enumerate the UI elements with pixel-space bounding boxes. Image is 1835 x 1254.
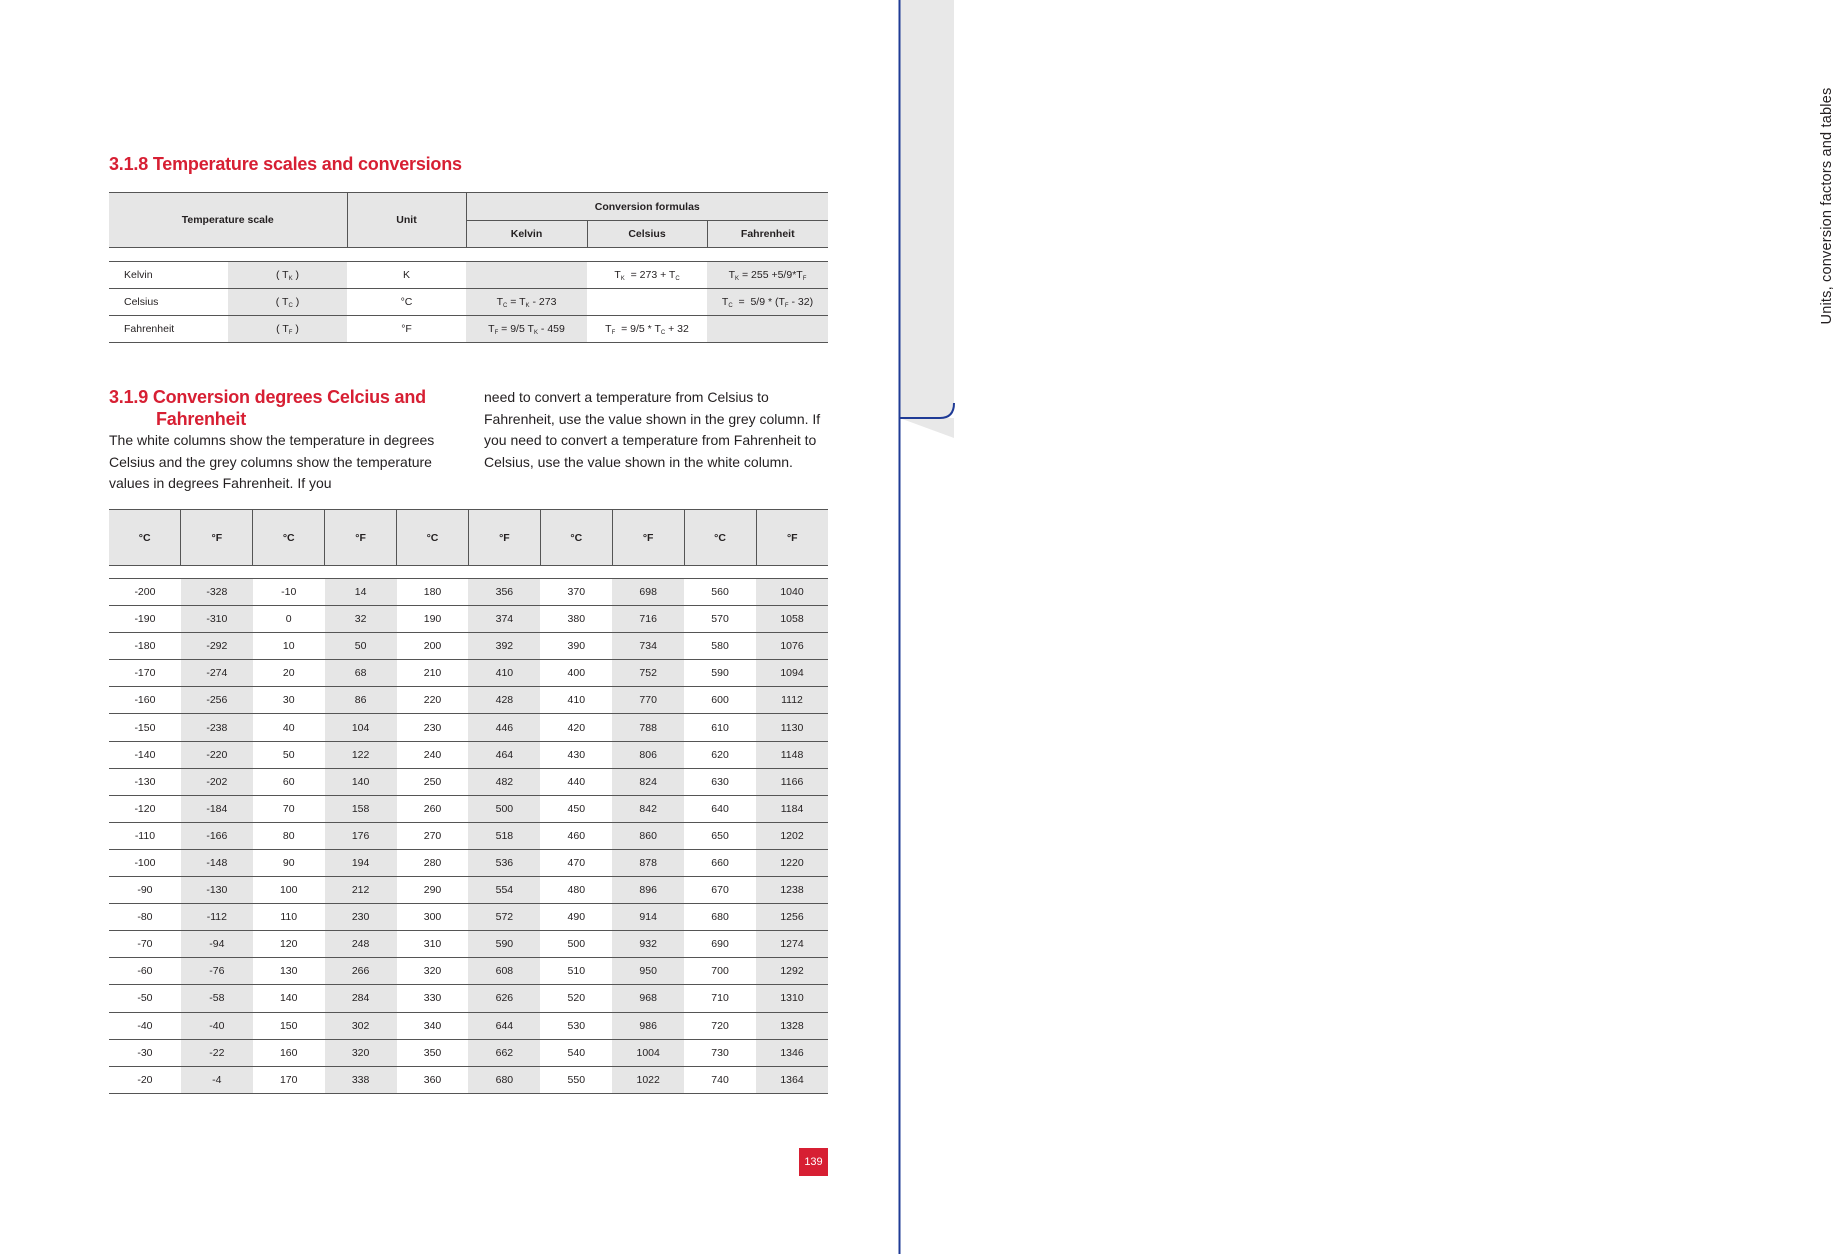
celsius-cell: 100: [253, 877, 325, 904]
table-row: [109, 795, 828, 822]
celsius-cell: 150: [253, 1012, 325, 1039]
celsius-cell: 310: [397, 931, 469, 958]
celsius-cell: 470: [540, 849, 612, 876]
celsius-cell: -130: [109, 768, 181, 795]
fahrenheit-cell: 428: [468, 687, 540, 714]
fahrenheit-cell: -76: [181, 958, 253, 985]
fahrenheit-cell: 1220: [756, 849, 828, 876]
celsius-cell: -20: [109, 1066, 181, 1093]
formula-cell: $T_F = 9/5$ $T_K - 459$: [466, 316, 587, 343]
formula-cell-empty: [466, 262, 587, 289]
header-celsius: °C: [540, 510, 612, 566]
celsius-cell: 740: [684, 1066, 756, 1093]
header-celsius: Celsius: [587, 221, 707, 248]
fahrenheit-cell: -274: [181, 660, 253, 687]
celsius-cell: -40: [109, 1012, 181, 1039]
celsius-cell: 120: [253, 931, 325, 958]
fahrenheit-cell: 590: [468, 931, 540, 958]
fahrenheit-cell: 158: [325, 795, 397, 822]
fahrenheit-cell: 1346: [756, 1039, 828, 1066]
table-row: [109, 904, 828, 931]
fahrenheit-cell: 374: [468, 606, 540, 633]
intro-paragraph-left: The white columns show the temperature in degrees Celsius and the grey columns show the temperature values in degrees Fahrenheit. If you: [109, 432, 435, 491]
celsius-cell: -190: [109, 606, 181, 633]
fahrenheit-cell: 32: [325, 606, 397, 633]
table-row: [109, 822, 828, 849]
fahrenheit-cell: 950: [612, 958, 684, 985]
fahrenheit-cell: 1022: [612, 1066, 684, 1093]
celsius-cell: 530: [540, 1012, 612, 1039]
fahrenheit-cell: 446: [468, 714, 540, 741]
celsius-cell: 450: [540, 795, 612, 822]
fahrenheit-cell: 1166: [756, 768, 828, 795]
scale-name: Kelvin: [109, 262, 228, 289]
celsius-cell: -70: [109, 931, 181, 958]
fahrenheit-cell: 662: [468, 1039, 540, 1066]
fahrenheit-cell: 518: [468, 822, 540, 849]
section-heading-temperature-scales: 3.1.8 Temperature scales and conversions: [109, 154, 462, 174]
header-fahrenheit: °F: [612, 510, 684, 566]
fahrenheit-cell: 1058: [756, 606, 828, 633]
fahrenheit-cell: 734: [612, 633, 684, 660]
celsius-cell: 340: [397, 1012, 469, 1039]
celsius-cell: -30: [109, 1039, 181, 1066]
fahrenheit-cell: 806: [612, 741, 684, 768]
table-row-fahrenheit: [109, 316, 828, 343]
fahrenheit-cell: -310: [181, 606, 253, 633]
side-tab: [899, 0, 1835, 1254]
celsius-cell: -10: [253, 579, 325, 606]
page-number: 139: [799, 1148, 828, 1176]
fahrenheit-cell: 194: [325, 849, 397, 876]
celsius-cell: 90: [253, 849, 325, 876]
celsius-cell: 430: [540, 741, 612, 768]
celsius-cell: 60: [253, 768, 325, 795]
fahrenheit-cell: 338: [325, 1066, 397, 1093]
fahrenheit-cell: 104: [325, 714, 397, 741]
fahrenheit-cell: 680: [468, 1066, 540, 1093]
celsius-cell: 630: [684, 768, 756, 795]
celsius-cell: 170: [253, 1066, 325, 1093]
celsius-cell: 270: [397, 822, 469, 849]
celsius-cell: 260: [397, 795, 469, 822]
celsius-cell: 200: [397, 633, 469, 660]
celsius-cell: -180: [109, 633, 181, 660]
celsius-cell: 580: [684, 633, 756, 660]
header-fahrenheit: °F: [325, 510, 397, 566]
fahrenheit-cell: -58: [181, 985, 253, 1012]
celsius-cell: -90: [109, 877, 181, 904]
table-row: [109, 1012, 828, 1039]
heading-line-2: Fahrenheit: [156, 409, 247, 429]
fahrenheit-cell: 1094: [756, 660, 828, 687]
celsius-cell: 370: [540, 579, 612, 606]
formula-cell: $T_C = T_K - 273$: [466, 289, 587, 316]
table-row: [109, 877, 828, 904]
scale-unit: °C: [347, 289, 466, 316]
fahrenheit-cell: 914: [612, 904, 684, 931]
table-row: [109, 714, 828, 741]
formula-cell: $T_K = 273 + T_C$: [587, 262, 707, 289]
header-celsius: °C: [397, 510, 469, 566]
celsius-cell: 130: [253, 958, 325, 985]
fahrenheit-cell: 1328: [756, 1012, 828, 1039]
fahrenheit-cell: 68: [325, 660, 397, 687]
fahrenheit-cell: 248: [325, 931, 397, 958]
fahrenheit-cell: 1292: [756, 958, 828, 985]
celsius-cell: 550: [540, 1066, 612, 1093]
fahrenheit-cell: 1148: [756, 741, 828, 768]
celsius-cell: -120: [109, 795, 181, 822]
fahrenheit-cell: 1112: [756, 687, 828, 714]
fahrenheit-cell: 1130: [756, 714, 828, 741]
fahrenheit-cell: -292: [181, 633, 253, 660]
celsius-cell: 180: [397, 579, 469, 606]
celsius-cell: 670: [684, 877, 756, 904]
celsius-cell: 520: [540, 985, 612, 1012]
fahrenheit-cell: 536: [468, 849, 540, 876]
scale-name: Celsius: [109, 289, 228, 316]
celsius-cell: -60: [109, 958, 181, 985]
celsius-cell: 680: [684, 904, 756, 931]
celsius-cell: 590: [684, 660, 756, 687]
header-fahrenheit: °F: [181, 510, 253, 566]
celsius-cell: 190: [397, 606, 469, 633]
celsius-cell: -170: [109, 660, 181, 687]
celsius-cell: 300: [397, 904, 469, 931]
fahrenheit-cell: -184: [181, 795, 253, 822]
fahrenheit-cell: 230: [325, 904, 397, 931]
table-row: [109, 660, 828, 687]
celsius-cell: 220: [397, 687, 469, 714]
fahrenheit-cell: 896: [612, 877, 684, 904]
celsius-cell: 570: [684, 606, 756, 633]
celsius-cell: 280: [397, 849, 469, 876]
fahrenheit-cell: 1256: [756, 904, 828, 931]
table-row: [109, 741, 828, 768]
fahrenheit-cell: -220: [181, 741, 253, 768]
fahrenheit-cell: 1076: [756, 633, 828, 660]
side-tab-shape: [899, 0, 954, 1254]
celsius-cell: -140: [109, 741, 181, 768]
scale-symbol: ( $T_C$ ): [228, 289, 347, 316]
celsius-cell: 560: [684, 579, 756, 606]
intro-paragraph-right: need to convert a temperature from Celsius to Fahrenheit, use the value shown in the grey column. If you need to convert a temperature from Fahrenheit to Celsius, use the value shown in the white column.: [484, 389, 821, 470]
formula-cell-empty: [587, 289, 707, 316]
fahrenheit-cell: -256: [181, 687, 253, 714]
table-row: [109, 606, 828, 633]
fahrenheit-cell: 410: [468, 660, 540, 687]
scale-symbol: ( $T_F$ ): [228, 316, 347, 343]
fahrenheit-cell: -148: [181, 849, 253, 876]
scale-name: Fahrenheit: [109, 316, 228, 343]
fahrenheit-cell: -238: [181, 714, 253, 741]
table-row: [109, 1066, 828, 1093]
celsius-cell: 20: [253, 660, 325, 687]
table-row-celsius: [109, 289, 828, 316]
header-conversion-formulas: Conversion formulas: [466, 193, 828, 221]
fahrenheit-cell: -166: [181, 822, 253, 849]
formula-cell: $T_F = 9/5 * T_C + 32$: [587, 316, 707, 343]
celsius-cell: 390: [540, 633, 612, 660]
celsius-cell: 400: [540, 660, 612, 687]
table-header-row: [109, 510, 828, 566]
celsius-cell: 640: [684, 795, 756, 822]
section-heading-conversion-degrees: [109, 386, 426, 430]
fahrenheit-cell: 1364: [756, 1066, 828, 1093]
celsius-cell: 290: [397, 877, 469, 904]
celsius-cell: 10: [253, 633, 325, 660]
table-row: [109, 1039, 828, 1066]
fahrenheit-cell: 644: [468, 1012, 540, 1039]
celsius-cell: 210: [397, 660, 469, 687]
header-fahrenheit: °F: [468, 510, 540, 566]
celsius-cell: 730: [684, 1039, 756, 1066]
formula-cell: $T_C = 5/9 * (T_F - 32)$: [707, 289, 828, 316]
celsius-cell: 30: [253, 687, 325, 714]
celsius-cell: -50: [109, 985, 181, 1012]
celsius-cell: 480: [540, 877, 612, 904]
fahrenheit-cell: 572: [468, 904, 540, 931]
fahrenheit-cell: 770: [612, 687, 684, 714]
scale-symbol: ( $T_K$ ): [228, 262, 347, 289]
side-tab-label: Units, conversion factors and tables: [1819, 87, 1835, 325]
fahrenheit-cell: 50: [325, 633, 397, 660]
celsius-cell: 230: [397, 714, 469, 741]
celsius-cell: 540: [540, 1039, 612, 1066]
celsius-cell: 360: [397, 1066, 469, 1093]
celsius-cell: 40: [253, 714, 325, 741]
formula-cell-empty: [707, 316, 828, 343]
fahrenheit-cell: 482: [468, 768, 540, 795]
fahrenheit-cell: 1274: [756, 931, 828, 958]
celsius-cell: 0: [253, 606, 325, 633]
fahrenheit-cell: -94: [181, 931, 253, 958]
heading-line-1: 3.1.9 Conversion degrees Celcius and: [109, 387, 426, 407]
celsius-cell: 110: [253, 904, 325, 931]
fahrenheit-cell: 788: [612, 714, 684, 741]
fahrenheit-cell: -40: [181, 1012, 253, 1039]
fahrenheit-cell: -112: [181, 904, 253, 931]
celsius-cell: 700: [684, 958, 756, 985]
celsius-cell: 140: [253, 985, 325, 1012]
fahrenheit-cell: 968: [612, 985, 684, 1012]
fahrenheit-cell: 302: [325, 1012, 397, 1039]
celsius-cell: 490: [540, 904, 612, 931]
celsius-cell: 650: [684, 822, 756, 849]
celsius-cell: 660: [684, 849, 756, 876]
celsius-cell: -200: [109, 579, 181, 606]
fahrenheit-cell: 320: [325, 1039, 397, 1066]
table-row: [109, 985, 828, 1012]
table-row-kelvin: [109, 262, 828, 289]
celsius-cell: 720: [684, 1012, 756, 1039]
table-row: [109, 633, 828, 660]
celsius-cell: -80: [109, 904, 181, 931]
celsius-cell: 80: [253, 822, 325, 849]
fahrenheit-cell: -22: [181, 1039, 253, 1066]
fahrenheit-cell: 284: [325, 985, 397, 1012]
fahrenheit-cell: 878: [612, 849, 684, 876]
celsius-cell: 250: [397, 768, 469, 795]
fahrenheit-cell: 986: [612, 1012, 684, 1039]
table-row: [109, 849, 828, 876]
fahrenheit-cell: -130: [181, 877, 253, 904]
formula-cell: $T_K = 255 +5/9*T_F$: [707, 262, 828, 289]
fahrenheit-cell: 698: [612, 579, 684, 606]
fahrenheit-cell: 1238: [756, 877, 828, 904]
celsius-cell: 410: [540, 687, 612, 714]
conversion-formulas-table: [109, 192, 828, 343]
fahrenheit-cell: 932: [612, 931, 684, 958]
table-row: [109, 579, 828, 606]
celsius-cell: -100: [109, 849, 181, 876]
header-celsius: °C: [109, 510, 181, 566]
fahrenheit-cell: 1040: [756, 579, 828, 606]
table-row: [109, 931, 828, 958]
celsius-cell: 610: [684, 714, 756, 741]
celsius-cell: 420: [540, 714, 612, 741]
header-temperature-scale: Temperature scale: [109, 193, 347, 248]
fahrenheit-cell: -4: [181, 1066, 253, 1093]
table-row: [109, 958, 828, 985]
celsius-cell: 330: [397, 985, 469, 1012]
fahrenheit-cell: 392: [468, 633, 540, 660]
fahrenheit-cell: -202: [181, 768, 253, 795]
celsius-cell: -110: [109, 822, 181, 849]
scale-unit: K: [347, 262, 466, 289]
fahrenheit-cell: -328: [181, 579, 253, 606]
celsius-cell: 50: [253, 741, 325, 768]
fahrenheit-cell: 554: [468, 877, 540, 904]
celsius-cell: 440: [540, 768, 612, 795]
fahrenheit-cell: 14: [325, 579, 397, 606]
celsius-cell: 160: [253, 1039, 325, 1066]
fahrenheit-cell: 716: [612, 606, 684, 633]
celsius-cell: 320: [397, 958, 469, 985]
header-kelvin: Kelvin: [466, 221, 587, 248]
celsius-cell: -150: [109, 714, 181, 741]
fahrenheit-cell: 266: [325, 958, 397, 985]
fahrenheit-cell: 500: [468, 795, 540, 822]
header-fahrenheit: °F: [756, 510, 828, 566]
celsius-cell: 500: [540, 931, 612, 958]
scale-unit: °F: [347, 316, 466, 343]
celsius-cell: 350: [397, 1039, 469, 1066]
header-fahrenheit: Fahrenheit: [707, 221, 828, 248]
celsius-cell: 510: [540, 958, 612, 985]
table-row: [109, 687, 828, 714]
celsius-fahrenheit-table: [109, 509, 828, 1094]
fahrenheit-cell: 842: [612, 795, 684, 822]
fahrenheit-cell: 752: [612, 660, 684, 687]
fahrenheit-cell: 176: [325, 822, 397, 849]
celsius-cell: 620: [684, 741, 756, 768]
celsius-cell: 710: [684, 985, 756, 1012]
fahrenheit-cell: 860: [612, 822, 684, 849]
fahrenheit-cell: 140: [325, 768, 397, 795]
celsius-cell: 240: [397, 741, 469, 768]
celsius-cell: -160: [109, 687, 181, 714]
header-celsius: °C: [253, 510, 325, 566]
fahrenheit-cell: 86: [325, 687, 397, 714]
celsius-cell: 690: [684, 931, 756, 958]
fahrenheit-cell: 608: [468, 958, 540, 985]
fahrenheit-cell: 1202: [756, 822, 828, 849]
fahrenheit-cell: 122: [325, 741, 397, 768]
celsius-cell: 460: [540, 822, 612, 849]
fahrenheit-cell: 464: [468, 741, 540, 768]
header-celsius: °C: [684, 510, 756, 566]
fahrenheit-cell: 1004: [612, 1039, 684, 1066]
fahrenheit-cell: 1184: [756, 795, 828, 822]
header-unit: Unit: [347, 193, 466, 248]
celsius-cell: 70: [253, 795, 325, 822]
table-row: [109, 768, 828, 795]
fahrenheit-cell: 1310: [756, 985, 828, 1012]
celsius-cell: 600: [684, 687, 756, 714]
celsius-cell: 380: [540, 606, 612, 633]
fahrenheit-cell: 356: [468, 579, 540, 606]
fahrenheit-cell: 626: [468, 985, 540, 1012]
fahrenheit-cell: 824: [612, 768, 684, 795]
fahrenheit-cell: 212: [325, 877, 397, 904]
